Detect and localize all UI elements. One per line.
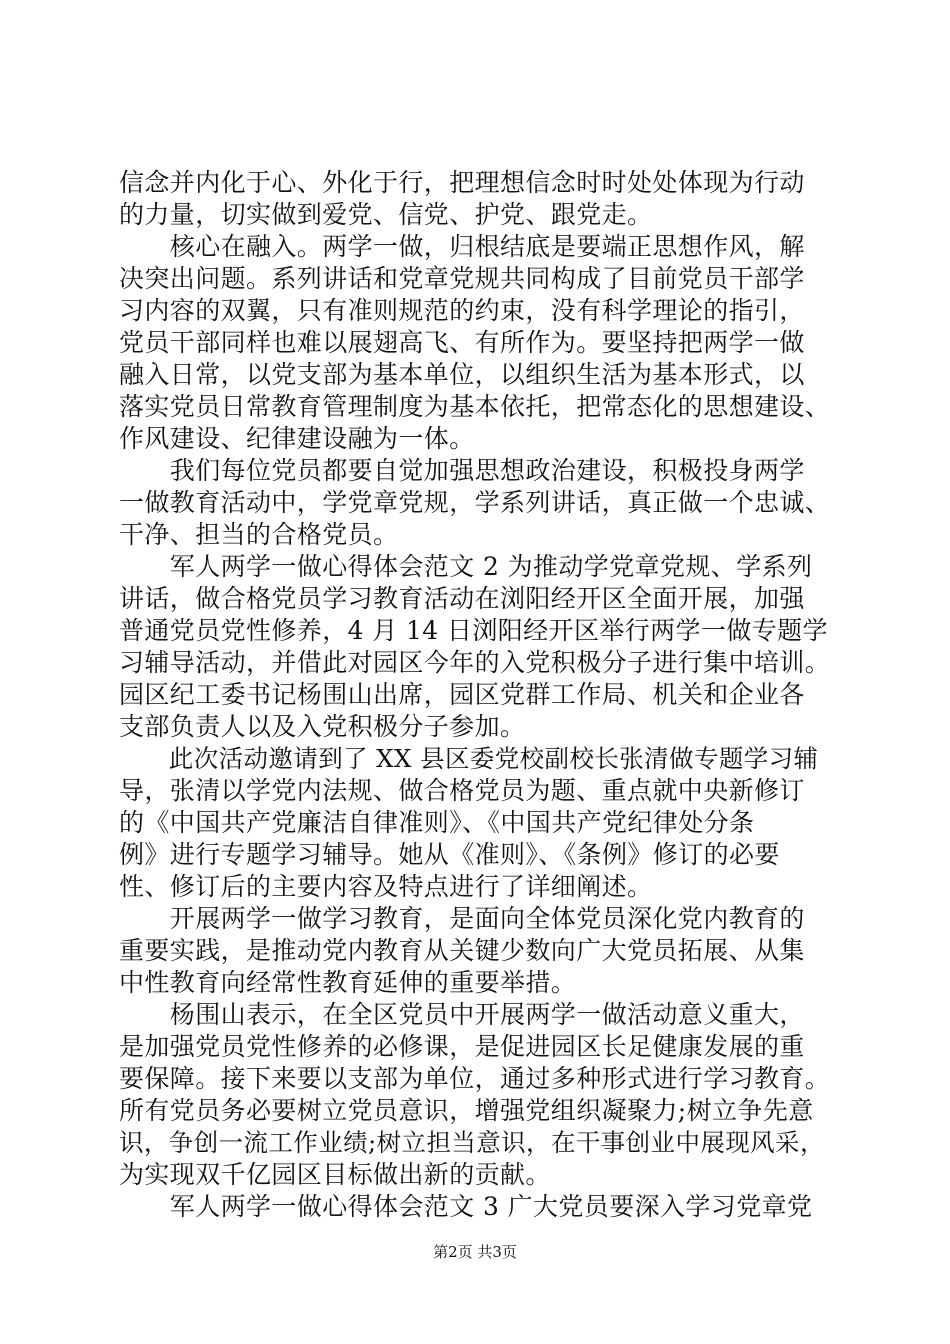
text-line: 讲话，做合格党员学习教育活动在浏阳经开区全面开展，加强	[119, 584, 805, 613]
text-line: 我们每位党员都要自觉加强思想政治建设，积极投身两学	[119, 456, 805, 485]
text-line: 中性教育向经常性教育延伸的重要举措。	[119, 968, 577, 997]
text-line: 的《中国共产党廉洁自律准则》、《中国共产党纪律处分条	[119, 808, 755, 837]
text-line: 核心在融入。两学一做，归根结底是要端正思想作风，解	[119, 232, 805, 261]
text-line: 是加强党员党性修养的必修课，是促进园区长足健康发展的重	[119, 1032, 805, 1061]
text-line: 作风建设、纪律建设融为一体。	[119, 424, 475, 453]
text-line: 支部负责人以及入党积极分子参加。	[119, 712, 526, 741]
text-line: 导，张清以学党内法规、做合格党员为题、重点就中央新修订	[119, 776, 805, 805]
text-line: 落实党员日常教育管理制度为基本依托，把常态化的思想建设、	[119, 392, 831, 421]
page-footer: 第2页 共3页	[433, 1243, 517, 1261]
text-line: 杨围山表示，在全区党员中开展两学一做活动意义重大，	[119, 1000, 805, 1029]
text-line: 园区纪工委书记杨围山出席，园区党群工作局、机关和企业各	[119, 680, 805, 709]
text-line: 决突出问题。系列讲话和党章党规共同构成了目前党员干部学	[119, 264, 805, 293]
text-line: 为实现双千亿园区目标做出新的贡献。	[119, 1160, 551, 1189]
text-line: 例》进行专题学习辅导。她从《准则》、《条例》修订的必要	[119, 840, 780, 869]
text-line: 识，争创一流工作业绩;树立担当意识，在干事创业中展现风采，	[119, 1128, 825, 1157]
text-line: 干净、担当的合格党员。	[119, 520, 399, 549]
text-line: 重要实践，是推动党内教育从关键少数向广大党员拓展、从集	[119, 936, 805, 965]
text-line: 习辅导活动，并借此对园区今年的入党积极分子进行集中培训。	[119, 648, 831, 677]
text-line: 开展两学一做学习教育，是面向全体党员深化党内教育的	[119, 904, 805, 933]
text-line: 习内容的双翼，只有准则规范的约束，没有科学理论的指引，	[119, 296, 805, 325]
text-line: 所有党员务必要树立党员意识，增强党组织凝聚力;树立争先意	[119, 1096, 814, 1125]
text-line: 性、修订后的主要内容及特点进行了详细阐述。	[119, 872, 653, 901]
text-line: 信念并内化于心、外化于行，把理想信念时时处处体现为行动	[119, 168, 805, 197]
body-text	[119, 167, 831, 1223]
text-line: 此次活动邀请到了 XX 县区委党校副校长张清做专题学习辅	[119, 744, 819, 773]
text-line: 党员干部同样也难以展翅高飞、有所作为。要坚持把两学一做	[119, 328, 805, 357]
text-line: 要保障。接下来要以支部为单位，通过多种形式进行学习教育。	[119, 1064, 831, 1093]
text-line: 普通党员党性修养，4 月 14 日浏阳经开区举行两学一做专题学	[119, 616, 828, 645]
text-line: 的力量，切实做到爱党、信党、护党、跟党走。	[119, 200, 653, 229]
text-line: 军人两学一做心得体会范文 2 为推动学党章党规、学系列	[119, 552, 813, 581]
text-line: 融入日常，以党支部为基本单位，以组织生活为基本形式，以	[119, 360, 805, 389]
text-line: 军人两学一做心得体会范文 3 广大党员要深入学习党章党	[119, 1192, 813, 1221]
text-line: 一做教育活动中，学党章党规，学系列讲话，真正做一个忠诚、	[119, 488, 831, 517]
